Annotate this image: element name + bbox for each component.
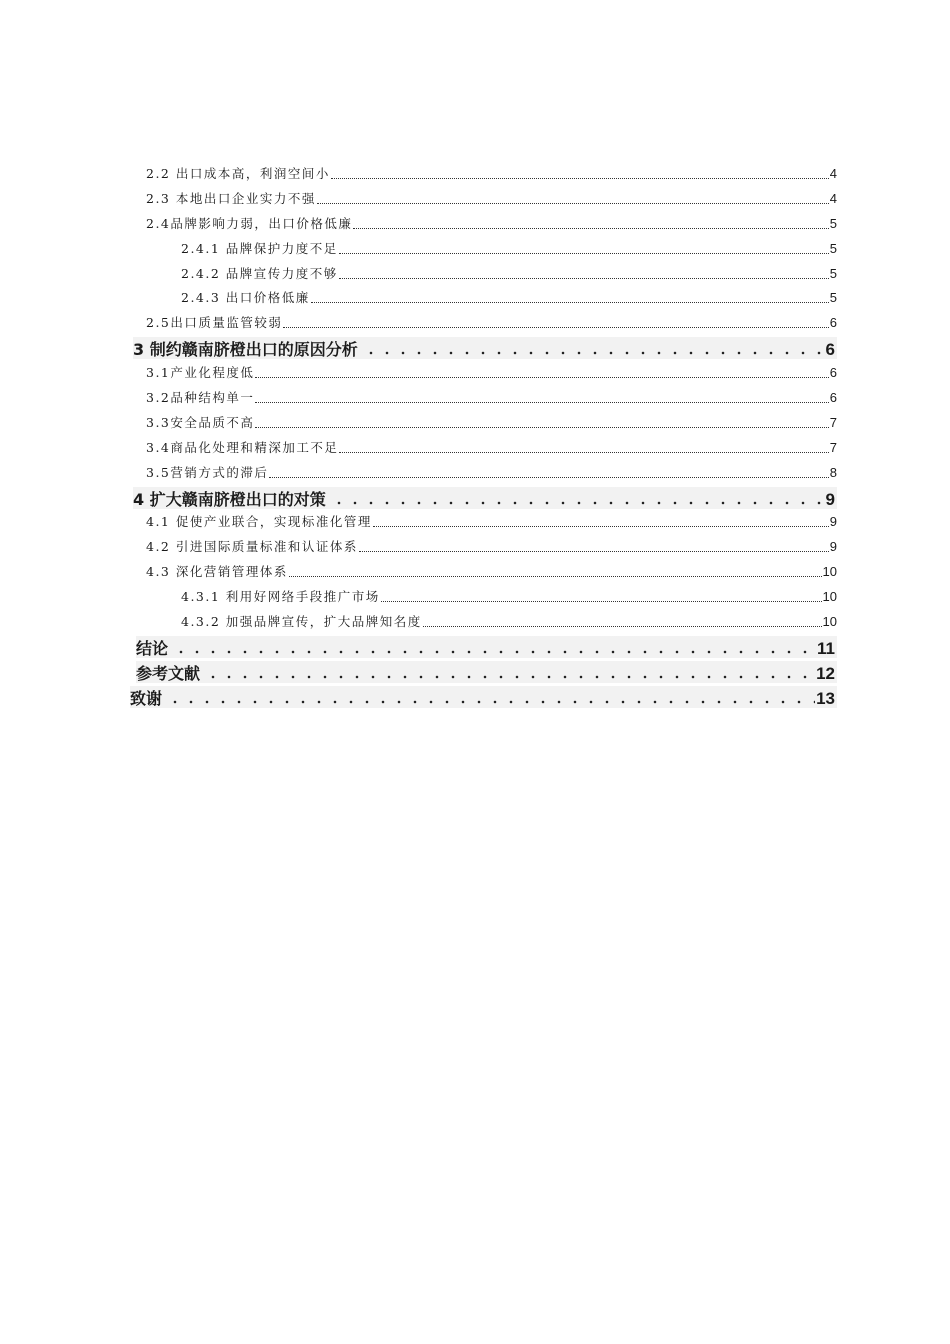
toc-dot-leader xyxy=(373,514,829,527)
toc-entry-title: 2.3 本地出口企业实力不强 xyxy=(146,191,316,206)
toc-entry-4-3-1[interactable] xyxy=(181,587,837,605)
toc-dot-leader xyxy=(381,589,822,602)
toc-entry-4-3[interactable] xyxy=(146,562,837,580)
toc-dot-leader xyxy=(359,341,825,357)
toc-entry-title: 4 扩大赣南脐橙出口的对策 xyxy=(133,490,326,509)
toc-dot-leader xyxy=(339,266,829,279)
toc-dot-leader xyxy=(331,166,829,179)
toc-entry-title: 2.5出口质量监管较弱 xyxy=(146,315,283,330)
toc-dot-leader xyxy=(317,191,829,204)
toc-entry-title: 结论 xyxy=(136,639,169,658)
toc-page-number: 4 xyxy=(829,166,837,181)
toc-page-number: 10 xyxy=(822,614,837,629)
toc-page-number: 6 xyxy=(829,315,837,330)
toc-entry-3-1[interactable] xyxy=(146,363,837,381)
toc-entry-title: 4.3.1 利用好网络手段推广市场 xyxy=(181,589,380,604)
toc-page-number: 4 xyxy=(829,191,837,206)
toc-entry-2-2[interactable] xyxy=(146,164,837,182)
toc-page-number: 5 xyxy=(829,266,837,281)
toc-page-number: 9 xyxy=(825,490,835,509)
toc-dot-leader xyxy=(201,665,815,681)
toc-page-number: 8 xyxy=(829,465,837,480)
toc-conclusion[interactable] xyxy=(136,636,837,658)
toc-page-number: 9 xyxy=(829,514,837,529)
toc-page-number: 5 xyxy=(829,216,837,231)
toc-entry-title: 4.3.2 加强品牌宣传，扩大品牌知名度 xyxy=(181,614,422,629)
toc-entry-title: 4.1 促使产业联合，实现标准化管理 xyxy=(146,514,372,529)
toc-dot-leader xyxy=(289,564,822,577)
toc-entry-title: 参考文献 xyxy=(136,664,201,683)
toc-page-number: 6 xyxy=(829,390,837,405)
toc-entry-title: 4.2 引进国际质量标准和认证体系 xyxy=(146,539,358,554)
toc-entry-title: 3.3安全品质不高 xyxy=(146,415,255,430)
toc-dot-leader xyxy=(423,614,822,627)
toc-entry-4-3-2[interactable] xyxy=(181,612,837,630)
toc-entry-2-5[interactable] xyxy=(146,313,837,331)
toc-dot-leader xyxy=(169,640,816,656)
toc-entry-title: 3.5营销方式的滞后 xyxy=(146,465,269,480)
toc-page-number: 11 xyxy=(817,639,835,658)
toc-entry-title: 2.4.2 品牌宣传力度不够 xyxy=(181,266,338,281)
toc-entry-3-3[interactable] xyxy=(146,413,837,431)
toc-entry-2-4-3[interactable] xyxy=(181,288,837,306)
toc-dot-leader xyxy=(255,415,828,428)
toc-entry-title: 3 制约赣南脐橙出口的原因分析 xyxy=(133,340,358,359)
toc-entry-4-2[interactable] xyxy=(146,537,837,555)
toc-dot-leader xyxy=(283,315,828,328)
toc-dot-leader xyxy=(353,216,828,229)
toc-entry-2-4-2[interactable] xyxy=(181,264,837,282)
toc-dot-leader xyxy=(359,539,829,552)
toc-entry-title: 2.4.3 出口价格低廉 xyxy=(181,290,310,305)
toc-entry-2-3[interactable] xyxy=(146,189,837,207)
toc-entry-title: 致谢 xyxy=(130,689,163,708)
toc-page-number: 12 xyxy=(816,664,835,683)
toc-page-number: 7 xyxy=(829,440,837,455)
toc-chapter-4[interactable] xyxy=(133,487,837,509)
toc-page-number: 10 xyxy=(822,589,837,604)
toc-entry-3-4[interactable] xyxy=(146,438,837,456)
toc-entry-3-2[interactable] xyxy=(146,388,837,406)
toc-dot-leader xyxy=(163,690,815,706)
toc-entry-4-1[interactable] xyxy=(146,512,837,530)
toc-dot-leader xyxy=(255,390,828,403)
toc-entry-3-5[interactable] xyxy=(146,463,837,481)
toc-page-number: 5 xyxy=(829,290,837,305)
toc-page-number: 6 xyxy=(825,340,835,359)
toc-dot-leader xyxy=(255,365,828,378)
toc-page-number: 10 xyxy=(822,564,837,579)
toc-page-number: 7 xyxy=(829,415,837,430)
toc-dot-leader xyxy=(269,465,828,478)
toc-entry-title: 2.4.1 品牌保护力度不足 xyxy=(181,241,338,256)
toc-page-number: 13 xyxy=(816,689,835,708)
toc-entry-title: 3.2品种结构单一 xyxy=(146,390,255,405)
toc-acknowledgements[interactable] xyxy=(130,686,837,708)
toc-dot-leader xyxy=(339,241,829,254)
toc-entry-2-4[interactable] xyxy=(146,214,837,232)
toc-dot-leader xyxy=(311,290,829,303)
toc-entry-title: 3.1产业化程度低 xyxy=(146,365,255,380)
toc-entry-2-4-1[interactable] xyxy=(181,239,837,257)
toc-entry-title: 4.3 深化营销管理体系 xyxy=(146,564,288,579)
toc-entry-title: 2.4品牌影响力弱，出口价格低廉 xyxy=(146,216,353,231)
toc-entry-title: 3.4商品化处理和精深加工不足 xyxy=(146,440,339,455)
toc-references[interactable] xyxy=(136,661,837,683)
toc-page-number: 6 xyxy=(829,365,837,380)
toc-entry-title: 2.2 出口成本高，利润空间小 xyxy=(146,166,330,181)
toc-dot-leader xyxy=(339,440,828,453)
toc-chapter-3[interactable] xyxy=(133,337,837,359)
toc-dot-leader xyxy=(327,491,825,507)
toc-page-number: 9 xyxy=(829,539,837,554)
toc-page-number: 5 xyxy=(829,241,837,256)
